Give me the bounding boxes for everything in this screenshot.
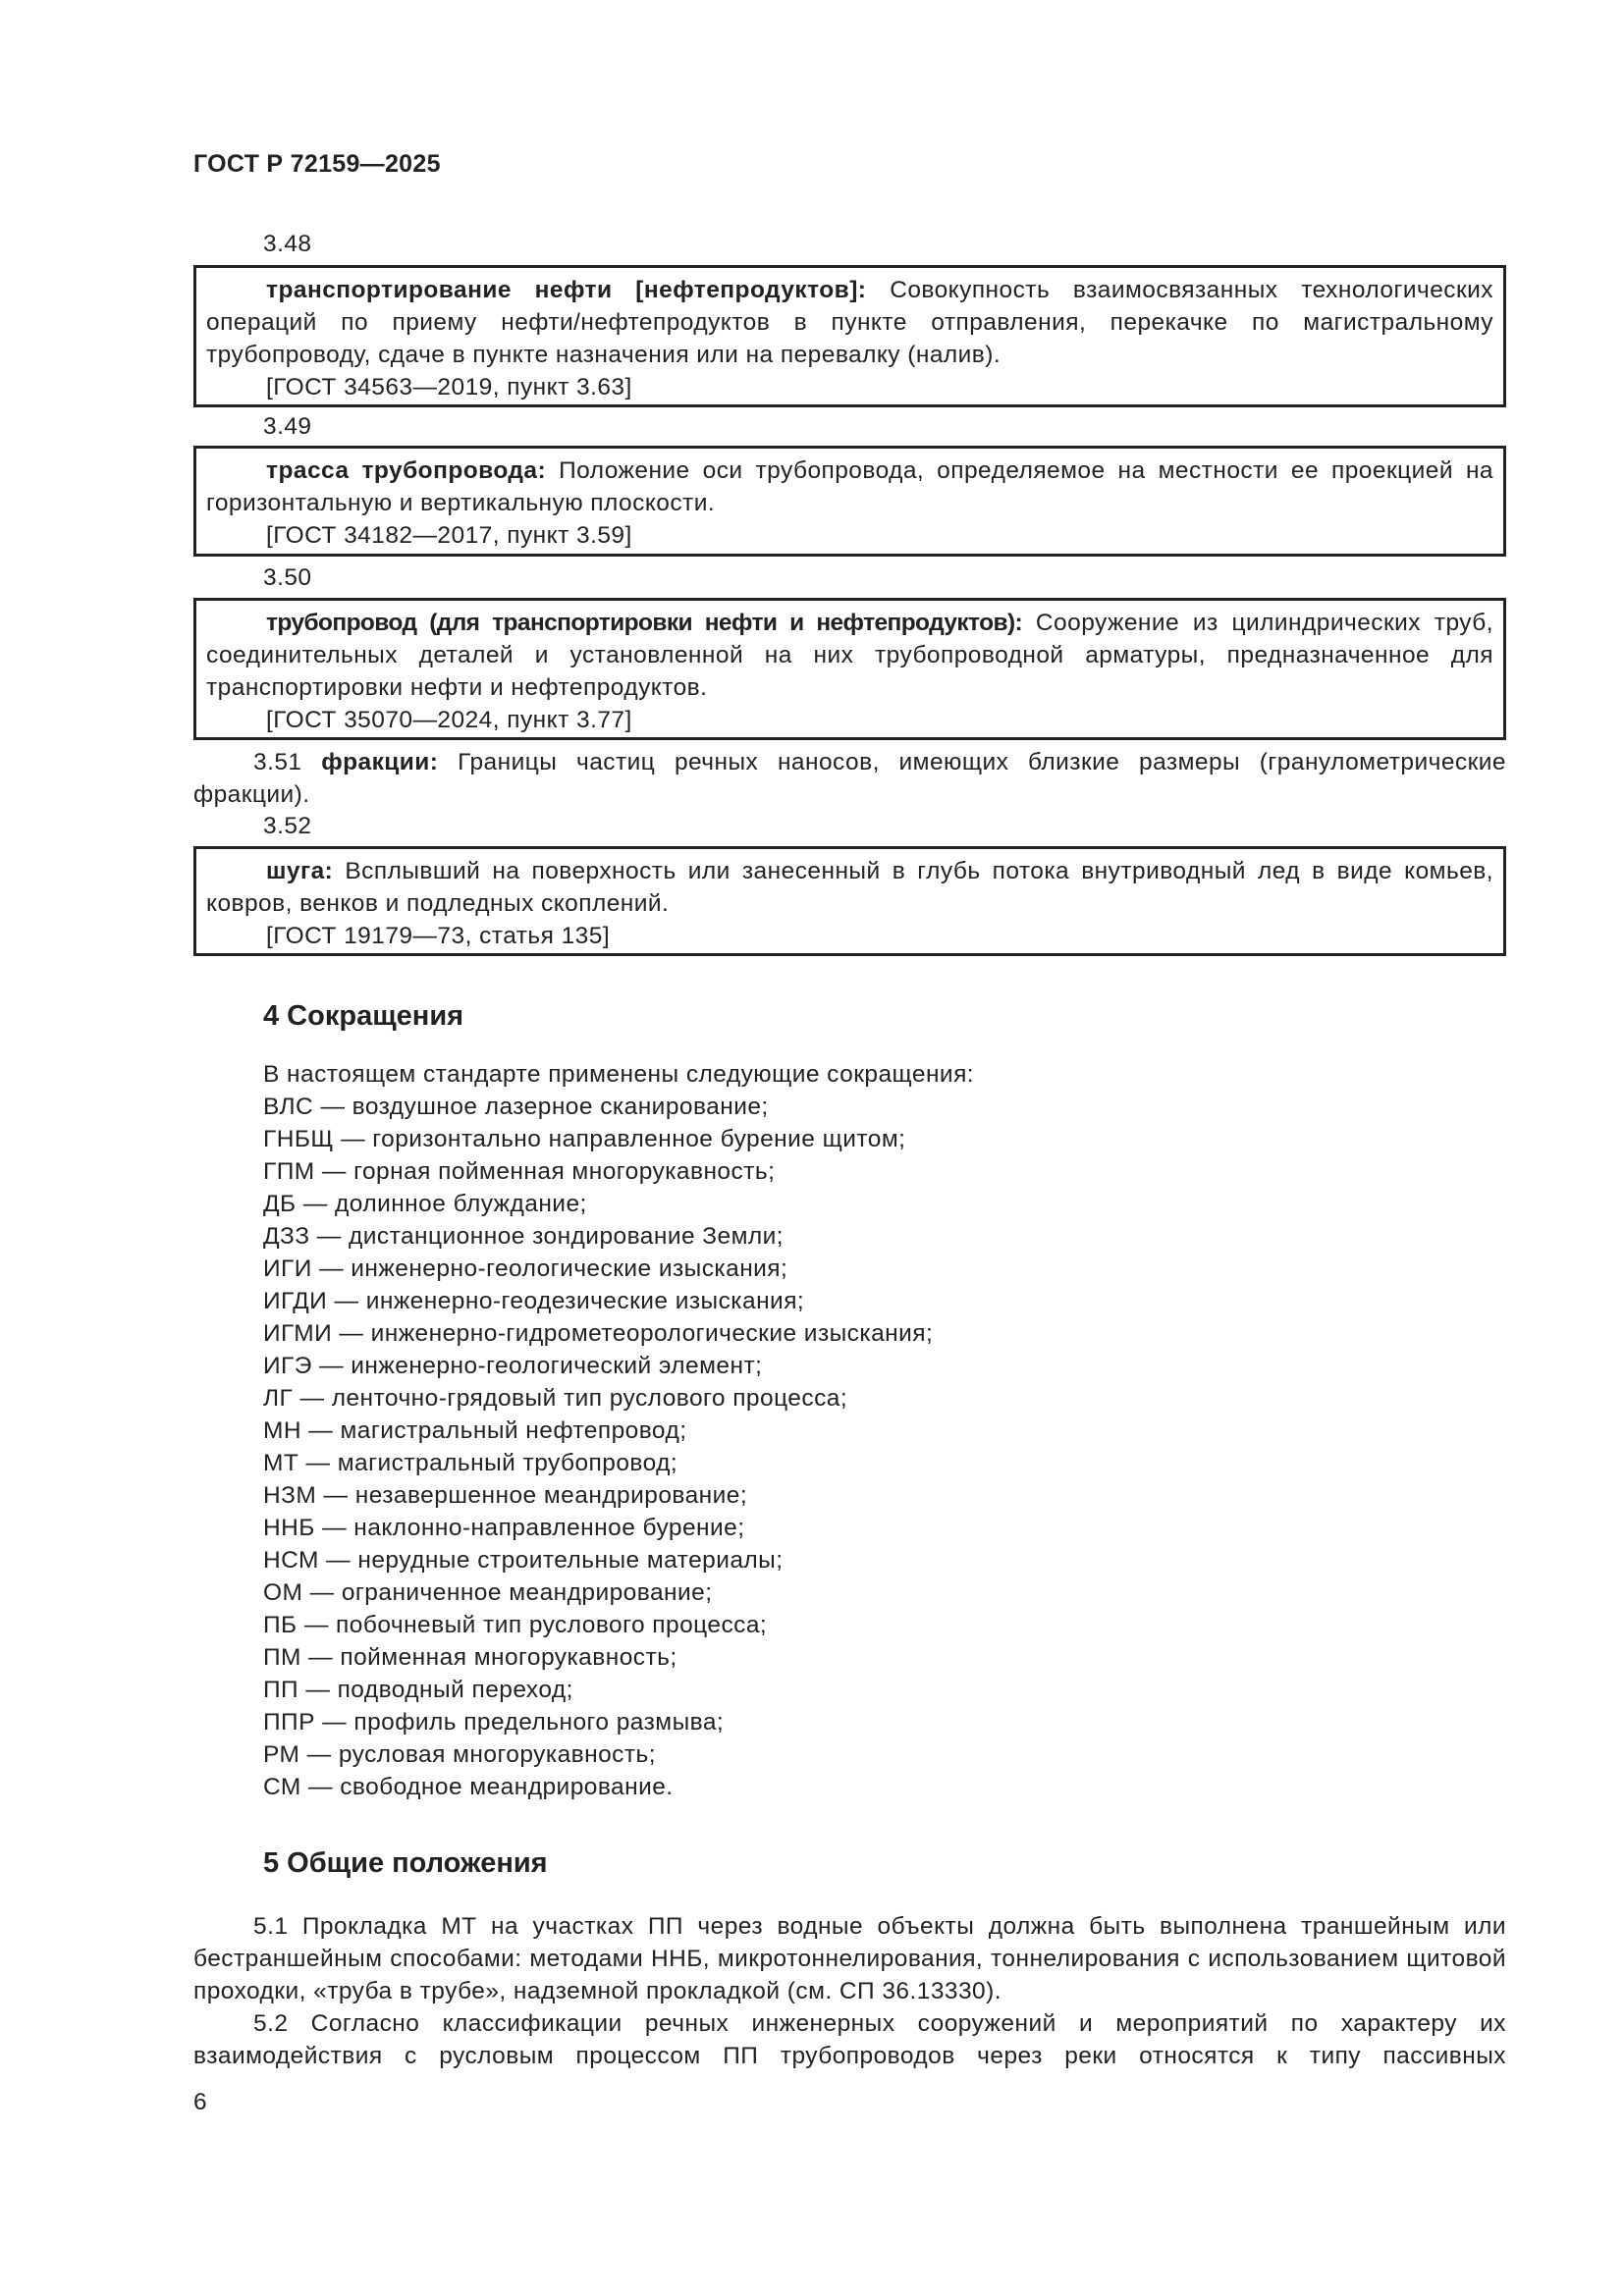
term-text: Совокупность взаимосвязанных технологических операций по приему нефти/нефтепродуктов в пункте отправления, перекачке по магистральному трубопроводу, сдаче в пункте назначения или на перевалку (налив). — [206, 277, 1493, 368]
term-text: Сооружение из цилиндрических труб, соединительных деталей и установленной на них трубопроводной арматуры, предназначенное для транспортировки нефти и нефтепродуктов. — [206, 610, 1493, 701]
list-item: ОМ — ограниченное меандрирование; — [263, 1579, 713, 1606]
term-definition-box — [193, 265, 1506, 407]
term-text: Положение оси трубопровода, определяемое на местности ее проекцией на горизонтальную и вертикальную плоскости. — [206, 457, 1493, 516]
list-item: МТ — магистральный трубопровод; — [263, 1450, 678, 1476]
term-name: транспортирование нефти [нефтепродуктов]: — [266, 277, 867, 303]
term-source: [ГОСТ 35070—2024, пункт 3.77] — [266, 707, 632, 733]
list-item: ППР — профиль предельного размыва; — [263, 1709, 725, 1735]
list-item: ПМ — пойменная многорукавность; — [263, 1644, 677, 1671]
term-name: фракции: — [321, 749, 439, 775]
term-number: 3.49 — [263, 413, 312, 440]
document-id-header: ГОСТ Р 72159—2025 — [193, 150, 441, 178]
list-item: ВЛС — воздушное лазерное сканирование; — [263, 1094, 769, 1120]
page-number: 6 — [193, 2089, 207, 2115]
list-item: ИГЭ — инженерно-геологический элемент; — [263, 1353, 763, 1379]
term-number: 3.52 — [263, 813, 312, 839]
term-definition — [206, 454, 1493, 519]
term-text: Всплывший на поверхность или занесенный в глубь потока внутриводный лед в виде комьев, ковров, венков и подледных скоплений. — [206, 858, 1493, 917]
term-number: 3.48 — [263, 231, 312, 257]
term-source: [ГОСТ 34182—2017, пункт 3.59] — [266, 522, 632, 549]
term-source: [ГОСТ 34563—2019, пункт 3.63] — [266, 374, 632, 400]
list-item: ПБ — побочневый тип руслового процесса; — [263, 1612, 768, 1638]
term-definition — [206, 607, 1493, 704]
term-name: трасса трубопровода: — [266, 457, 547, 484]
term-number: 3.50 — [263, 564, 312, 591]
section-body — [193, 1910, 1506, 2072]
list-item: ИГИ — инженерно-геологические изыскания; — [263, 1255, 788, 1282]
term-number: 3.51 — [253, 749, 302, 775]
abbreviation-list — [263, 1058, 974, 1803]
list-item: СМ — свободное меандрирование. — [263, 1774, 674, 1800]
list-item: НЗМ — незавершенное меандрирование; — [263, 1482, 748, 1509]
list-item: ДЗЗ — дистанционное зондирование Земли; — [263, 1223, 785, 1250]
term-definition-box — [193, 846, 1506, 956]
term-paragraph — [193, 746, 1506, 811]
term-definition-box — [193, 598, 1506, 740]
term-source: [ГОСТ 19179—73, статья 135] — [266, 923, 611, 949]
section-heading: 5 Общие положения — [263, 1847, 548, 1879]
list-item: НСМ — нерудные строительные материалы; — [263, 1547, 784, 1574]
list-item: МН — магистральный нефтепровод; — [263, 1417, 687, 1444]
term-definition — [206, 855, 1493, 920]
list-item: ННБ — наклонно-направленное бурение; — [263, 1515, 745, 1541]
term-definition-box — [193, 446, 1506, 557]
section-heading: 4 Сокращения — [263, 1000, 464, 1032]
paragraph: 5.1 Прокладка МТ на участках ПП через водные объекты должна быть выполнена траншейным или бестраншейным способами: методами ННБ, микротоннелирования, тоннелирования с использованием щитовой проходки, «труба в трубе», надземной прокладкой (см. СП 36.13330). — [193, 1913, 1506, 2004]
list-intro: В настоящем стандарте применены следующие сокращения: — [263, 1061, 975, 1088]
list-item: РМ — русловая многорукавность; — [263, 1741, 657, 1768]
term-text: Границы частиц речных наносов, имеющих близкие размеры (гранулометрические фракции). — [193, 749, 1506, 808]
list-item: ИГМИ — инженерно-гидрометеорологические изыскания; — [263, 1320, 934, 1347]
list-item: ГПМ — горная пойменная многорукавность; — [263, 1158, 776, 1185]
list-item: ГНБЩ — горизонтально направленное бурение щитом; — [263, 1126, 906, 1152]
term-name: трубопровод (для транспортировки нефти и нефтепродуктов): — [266, 610, 1023, 636]
list-item: ИГДИ — инженерно-геодезические изыскания; — [263, 1288, 805, 1314]
list-item: ПП — подводный переход; — [263, 1677, 573, 1703]
list-item: ЛГ — ленточно-грядовый тип руслового процесса; — [263, 1385, 848, 1412]
term-name: шуга: — [266, 858, 334, 884]
paragraph: 5.2 Согласно классификации речных инженерных сооружений и мероприятий по характеру их взаимодействия с русловым процессом ПП трубопроводов через реки относятся к типу пассивных — [193, 2010, 1506, 2069]
term-definition — [206, 274, 1493, 371]
list-item: ДБ — долинное блуждание; — [263, 1191, 587, 1217]
